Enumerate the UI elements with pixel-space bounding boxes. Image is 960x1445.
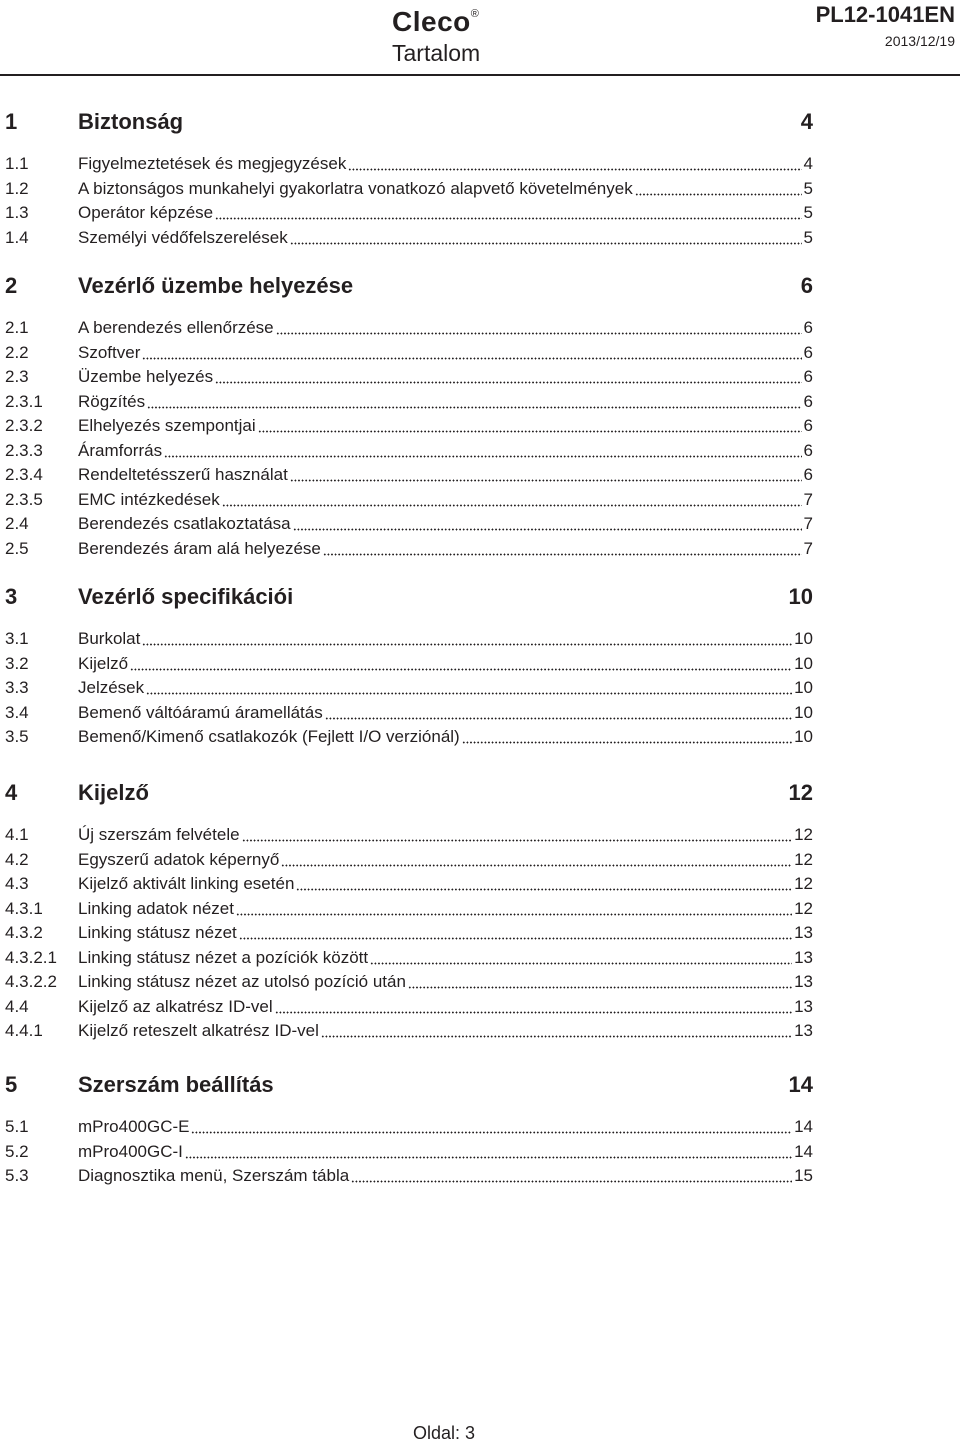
dot-leader xyxy=(215,370,801,384)
section-title: Szerszám beállítás xyxy=(78,1072,274,1097)
section-number: 5 xyxy=(5,1072,18,1097)
entry-number: 3.5 xyxy=(5,727,29,746)
entry-title: A biztonságos munkahelyi gyakorlatra vonatkozó alapvető követelmények xyxy=(78,178,633,198)
entry-title: Jelzések xyxy=(78,678,145,697)
section-page: 6 xyxy=(800,273,813,298)
entry-title: Berendezés csatlakoztatása xyxy=(78,514,291,533)
toc-entry[interactable] xyxy=(5,702,813,724)
entry-title: Szoftver xyxy=(78,342,141,362)
toc-section-heading[interactable] xyxy=(5,779,813,807)
registered-mark: ® xyxy=(470,7,480,20)
entry-page: 7 xyxy=(803,538,813,558)
toc-entry[interactable] xyxy=(5,464,813,486)
brand-logo xyxy=(392,6,479,38)
entry-number: 3.1 xyxy=(5,629,29,648)
toc-entry[interactable] xyxy=(5,1020,813,1042)
entry-number: 4.3 xyxy=(5,874,29,893)
entry-page: 13 xyxy=(794,1021,813,1040)
entry-page: 6 xyxy=(803,342,813,362)
toc-entry[interactable] xyxy=(5,726,813,748)
entry-number: 1.1 xyxy=(5,154,29,173)
toc-entry[interactable] xyxy=(5,849,813,871)
dot-leader xyxy=(146,681,792,695)
entry-number: 2.2 xyxy=(5,342,29,362)
entry-page: 15 xyxy=(794,1166,813,1185)
entry-number: 2.1 xyxy=(5,318,29,337)
dot-leader xyxy=(408,975,792,989)
section-number: 4 xyxy=(5,780,18,805)
toc-entry[interactable] xyxy=(5,178,813,200)
entry-title: Kijelző az alkatrész ID-vel xyxy=(78,996,273,1016)
entry-number: 3.2 xyxy=(5,653,29,673)
dot-leader xyxy=(370,951,792,965)
entry-title: EMC intézkedések xyxy=(78,489,220,509)
toc-section-heading[interactable] xyxy=(5,583,813,611)
header-divider xyxy=(0,74,960,76)
toc-entry[interactable] xyxy=(5,1116,813,1138)
document-date: 2013/12/19 xyxy=(884,33,955,49)
entry-page: 6 xyxy=(803,367,813,386)
dot-leader xyxy=(258,419,802,433)
entry-number: 4.3.2.2 xyxy=(5,972,57,991)
entry-title: Rendeltetésszerű használat xyxy=(78,465,288,484)
entry-title: Diagnosztika menü, Szerszám tábla xyxy=(78,1166,350,1185)
entry-title: Linking státusz nézet xyxy=(78,923,237,942)
entry-page: 12 xyxy=(794,874,813,893)
section-number: 1 xyxy=(5,109,18,134)
entry-number: 5.3 xyxy=(5,1166,29,1185)
entry-page: 12 xyxy=(794,898,813,918)
dot-leader xyxy=(222,493,802,507)
toc-entry[interactable] xyxy=(5,677,813,699)
dot-leader xyxy=(242,828,793,842)
section-number: 2 xyxy=(5,273,18,298)
entry-title: Egyszerű adatok képernyő xyxy=(78,849,280,869)
entry-page: 14 xyxy=(794,1117,813,1136)
entry-page: 7 xyxy=(803,489,813,509)
entry-page: 13 xyxy=(794,947,813,967)
entry-page: 5 xyxy=(803,178,813,198)
entry-page: 6 xyxy=(803,416,813,435)
entry-number: 4.3.2.1 xyxy=(5,947,57,967)
entry-page: 6 xyxy=(803,465,813,484)
entry-number: 2.5 xyxy=(5,538,29,558)
entry-number: 3.4 xyxy=(5,702,29,722)
toc-entry[interactable] xyxy=(5,922,813,944)
toc-entry[interactable] xyxy=(5,366,813,388)
entry-number: 4.3.1 xyxy=(5,898,43,918)
section-title: Vezérlő üzembe helyezése xyxy=(78,273,354,298)
entry-title: Kijelző xyxy=(78,653,129,673)
entry-number: 1.4 xyxy=(5,227,29,247)
entry-page: 10 xyxy=(794,629,813,648)
entry-title: Személyi védőfelszerelések xyxy=(78,227,288,247)
toc-entry[interactable] xyxy=(5,202,813,224)
dot-leader xyxy=(348,157,801,171)
toc-entry[interactable] xyxy=(5,391,813,413)
toc-entry[interactable] xyxy=(5,1141,813,1163)
entry-page: 10 xyxy=(794,702,813,722)
toc-entry[interactable] xyxy=(5,489,813,511)
entry-title: Burkolat xyxy=(78,629,141,648)
section-page: 4 xyxy=(800,109,813,134)
dot-leader xyxy=(281,853,792,867)
entry-number: 5.2 xyxy=(5,1141,29,1161)
dot-leader xyxy=(191,1120,792,1134)
entry-page: 6 xyxy=(803,318,813,337)
toc-entry[interactable] xyxy=(5,971,813,993)
entry-page: 10 xyxy=(794,727,813,746)
dot-leader xyxy=(147,395,801,409)
entry-number: 2.3.3 xyxy=(5,440,43,460)
toc-section-heading[interactable] xyxy=(5,108,813,136)
entry-page: 7 xyxy=(803,514,813,533)
entry-title: Rögzítés xyxy=(78,391,146,411)
entry-number: 2.3.4 xyxy=(5,465,43,484)
entry-number: 1.3 xyxy=(5,203,29,222)
entry-page: 10 xyxy=(794,653,813,673)
entry-page: 4 xyxy=(803,154,813,173)
toc-entry[interactable] xyxy=(5,824,813,846)
dot-leader xyxy=(296,877,792,891)
dot-leader xyxy=(321,1024,792,1038)
section-page: 14 xyxy=(788,1072,813,1097)
entry-number: 2.3.1 xyxy=(5,391,43,411)
entry-title: Linking adatok nézet xyxy=(78,898,234,918)
entry-number: 4.4.1 xyxy=(5,1021,43,1040)
section-title: Vezérlő specifikációi xyxy=(78,584,294,609)
dot-leader xyxy=(290,468,802,482)
entry-page: 13 xyxy=(794,996,813,1016)
entry-number: 3.3 xyxy=(5,678,29,697)
entry-title: Linking státusz nézet az utolsó pozíció után xyxy=(78,972,406,991)
dot-leader xyxy=(635,182,802,196)
document-code: PL12-1041EN xyxy=(815,2,955,27)
entry-page: 10 xyxy=(794,678,813,697)
dot-leader xyxy=(351,1169,792,1183)
brand-name: Cleco xyxy=(392,6,471,37)
dot-leader xyxy=(142,346,801,360)
entry-page: 6 xyxy=(803,391,813,411)
toc-entry[interactable] xyxy=(5,1165,813,1187)
entry-number: 1.2 xyxy=(5,178,29,198)
entry-page: 12 xyxy=(794,849,813,869)
entry-title: Bemenő/Kimenő csatlakozók (Fejlett I/O verziónál) xyxy=(78,727,460,746)
section-title: Kijelző xyxy=(78,780,149,805)
dot-leader xyxy=(130,657,792,671)
entry-title: Elhelyezés szempontjai xyxy=(78,416,256,435)
entry-title: Bemenő váltóáramú áramellátás xyxy=(78,702,323,722)
toc-entry[interactable] xyxy=(5,227,813,249)
dot-leader xyxy=(293,517,802,531)
entry-page: 6 xyxy=(803,440,813,460)
dot-leader xyxy=(239,926,792,940)
entry-title: mPro400GC-E xyxy=(78,1117,190,1136)
entry-number: 5.1 xyxy=(5,1117,29,1136)
page-title: Tartalom xyxy=(392,40,481,66)
toc-entry[interactable] xyxy=(5,415,813,437)
entry-title: Berendezés áram alá helyezése xyxy=(78,538,321,558)
toc-entry[interactable] xyxy=(5,898,813,920)
entry-title: Áramforrás xyxy=(78,440,163,460)
entry-title: Linking státusz nézet a pozíciók között xyxy=(78,947,369,967)
entry-page: 5 xyxy=(803,227,813,247)
dot-leader xyxy=(323,542,802,556)
dot-leader xyxy=(142,632,792,646)
page-number: Oldal: 3 xyxy=(413,1423,476,1443)
toc-entry[interactable] xyxy=(5,153,813,175)
entry-title: mPro400GC-I xyxy=(78,1141,183,1161)
entry-number: 2.3.2 xyxy=(5,416,43,435)
toc-section-heading[interactable] xyxy=(5,272,813,300)
toc-entry[interactable] xyxy=(5,317,813,339)
entry-page: 13 xyxy=(794,923,813,942)
toc-entry[interactable] xyxy=(5,653,813,675)
entry-number: 4.4 xyxy=(5,996,29,1016)
entry-title: Kijelző reteszelt alkatrész ID-vel xyxy=(78,1021,319,1040)
entry-title: Üzembe helyezés xyxy=(78,367,214,386)
dot-leader xyxy=(290,231,802,245)
entry-title: Új szerszám felvétele xyxy=(78,825,240,844)
toc-section-heading[interactable] xyxy=(5,1071,813,1099)
entry-title: Operátor képzése xyxy=(78,203,214,222)
entry-page: 5 xyxy=(803,203,813,222)
toc-entry[interactable] xyxy=(5,538,813,560)
entry-number: 4.2 xyxy=(5,849,29,869)
dot-leader xyxy=(325,706,792,720)
entry-number: 2.3.5 xyxy=(5,489,43,509)
dot-leader xyxy=(276,321,802,335)
dot-leader xyxy=(185,1145,792,1159)
entry-number: 2.4 xyxy=(5,514,29,533)
dot-leader xyxy=(275,1000,792,1014)
section-page: 12 xyxy=(788,780,813,805)
entry-title: Kijelző aktivált linking esetén xyxy=(78,874,295,893)
toc-entry[interactable] xyxy=(5,440,813,462)
entry-number: 4.3.2 xyxy=(5,923,43,942)
entry-title: Figyelmeztetések és megjegyzések xyxy=(78,154,347,173)
section-title: Biztonság xyxy=(78,109,184,134)
entry-number: 2.3 xyxy=(5,367,29,386)
dot-leader xyxy=(462,730,792,744)
entry-page: 12 xyxy=(794,825,813,844)
dot-leader xyxy=(215,206,801,220)
toc-entry[interactable] xyxy=(5,513,813,535)
toc-entry[interactable] xyxy=(5,342,813,364)
entry-page: 13 xyxy=(794,972,813,991)
toc-entry[interactable] xyxy=(5,873,813,895)
entry-number: 4.1 xyxy=(5,825,29,844)
entry-page: 14 xyxy=(794,1141,813,1161)
toc-entry[interactable] xyxy=(5,947,813,969)
toc-entry[interactable] xyxy=(5,996,813,1018)
entry-title: A berendezés ellenőrzése xyxy=(78,318,274,337)
dot-leader xyxy=(164,444,801,458)
dot-leader xyxy=(236,902,792,916)
toc-entry[interactable] xyxy=(5,628,813,650)
section-page: 10 xyxy=(788,584,813,609)
section-number: 3 xyxy=(5,584,18,609)
